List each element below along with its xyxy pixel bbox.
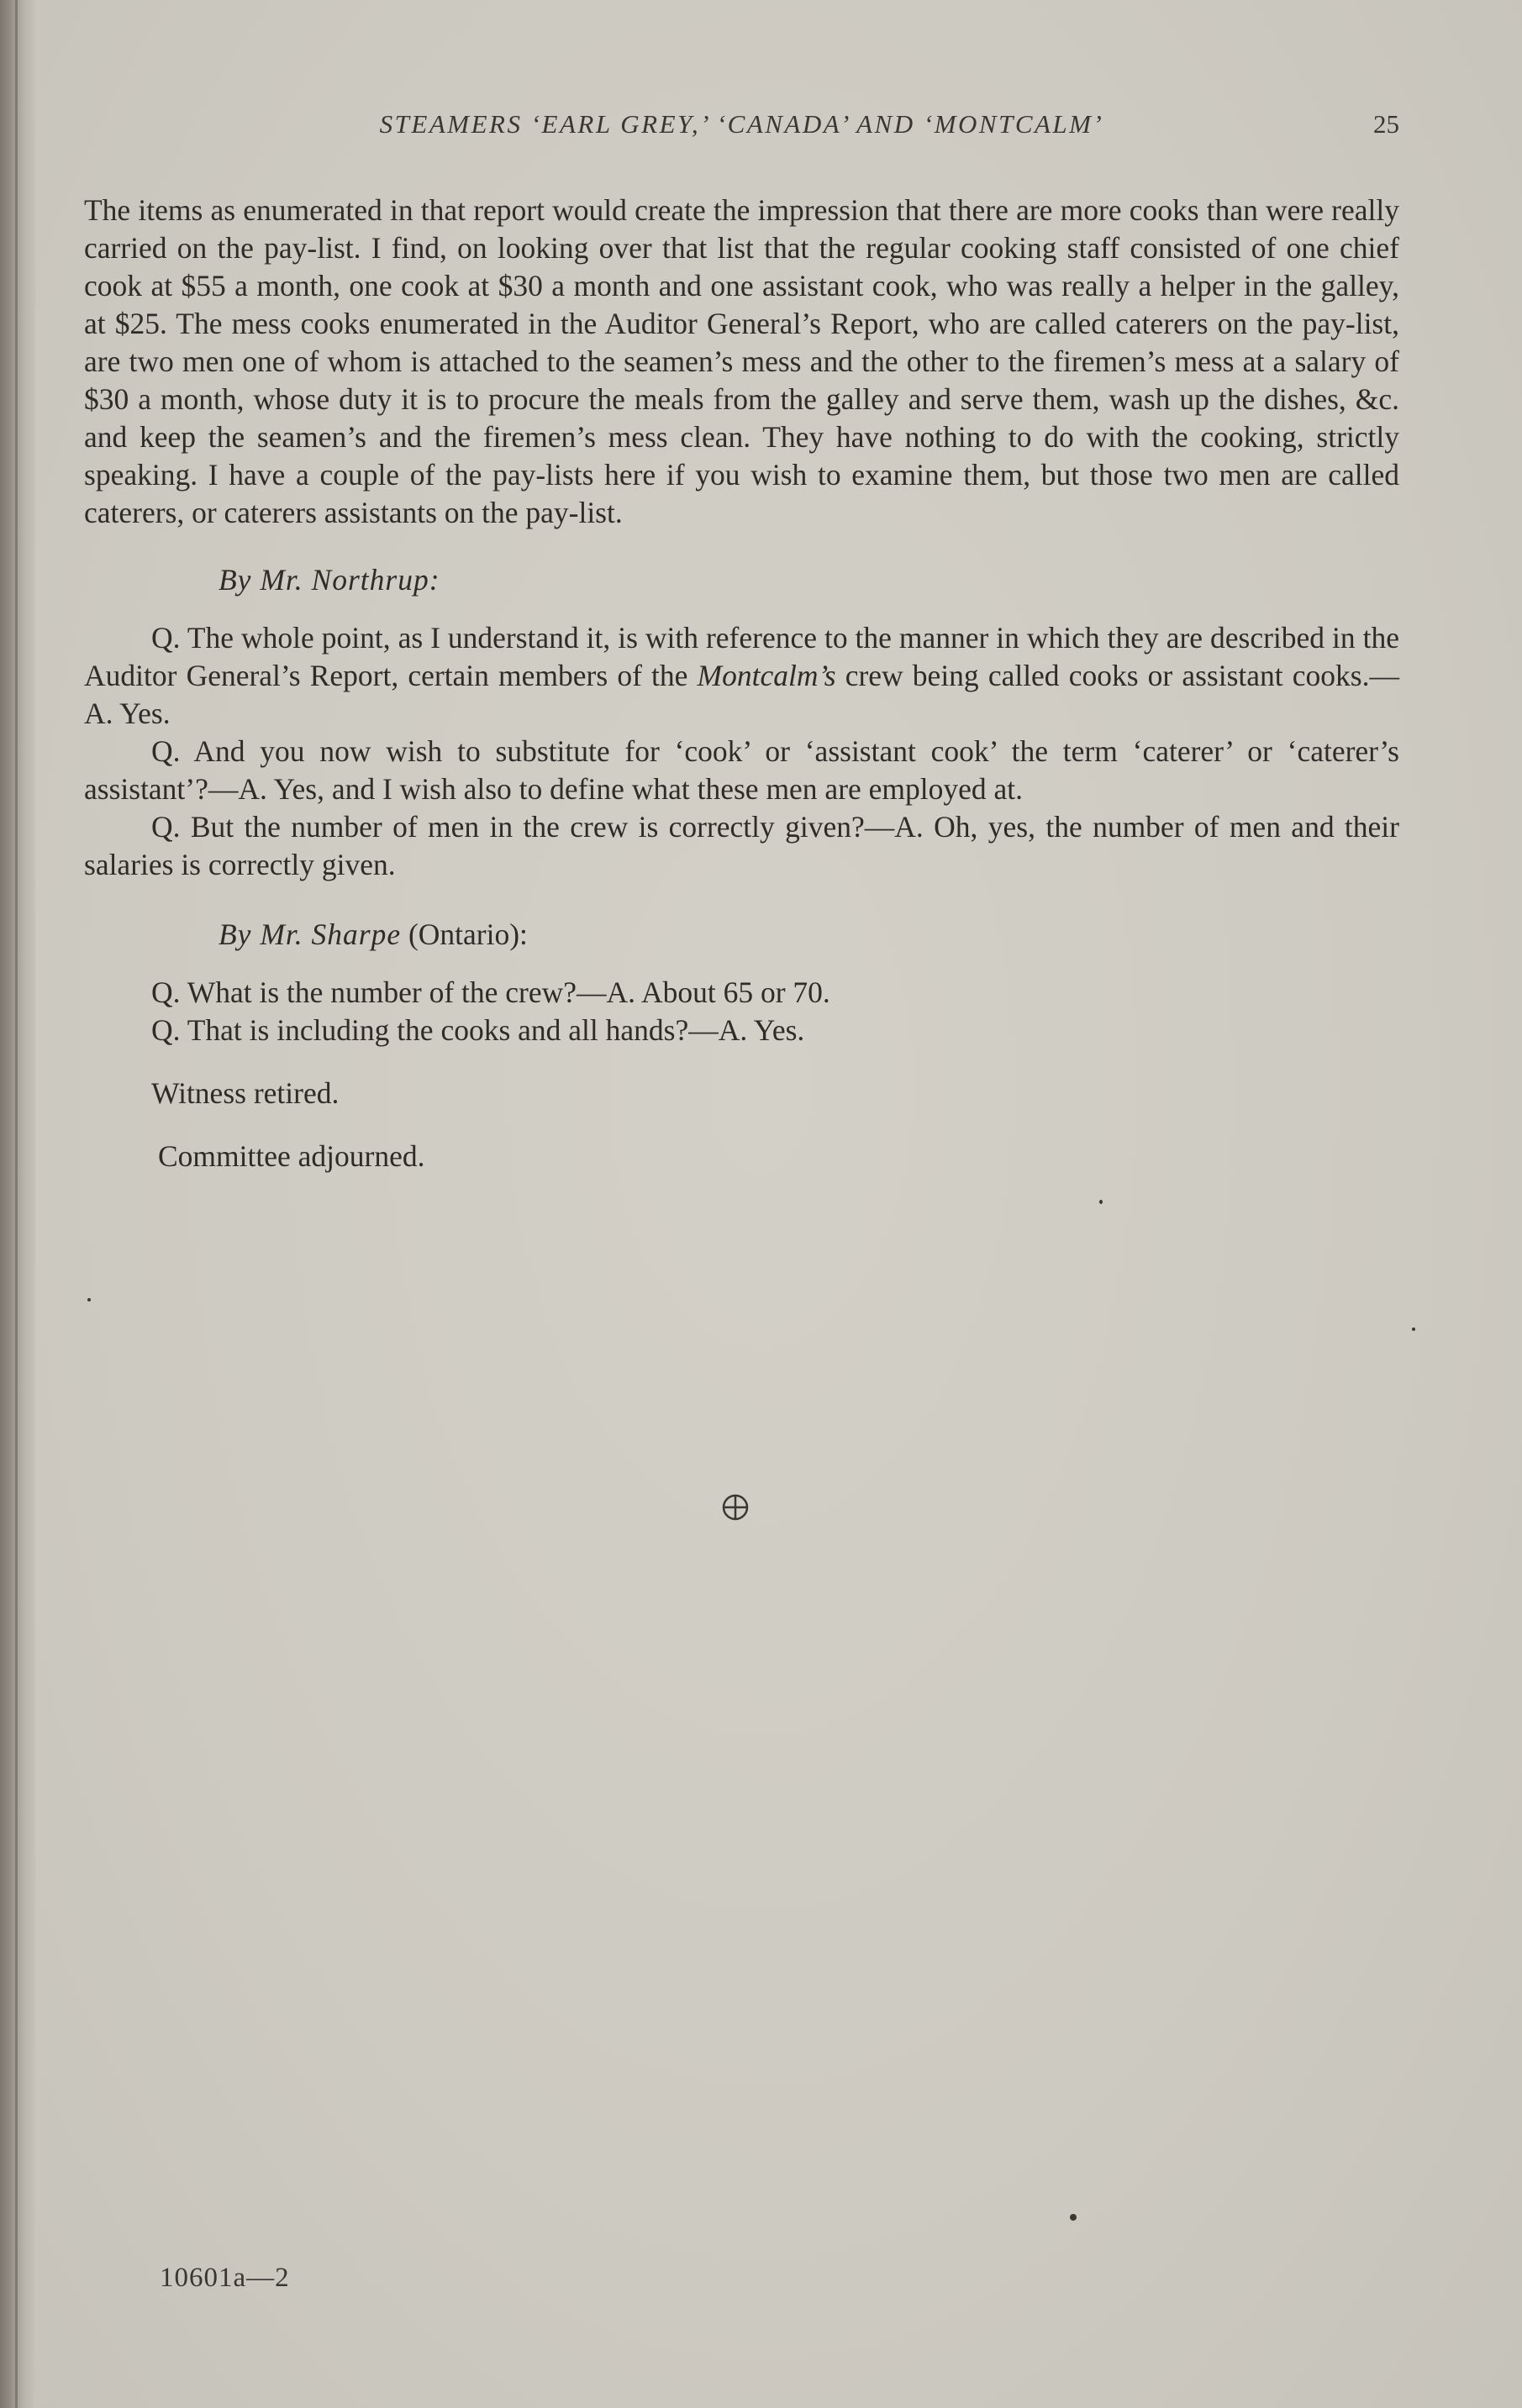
speaker-constituency: (Ontario): bbox=[401, 917, 528, 951]
page-number: 25 bbox=[1373, 109, 1399, 139]
ship-name: Montcalm’s bbox=[697, 659, 836, 692]
opening-paragraph: The items as enumerated in that report would create the impression that there are more cooks than were really carried on the pay-list. I find, on looking over that list that the regular cooking staff consisted of one chief cook at $55 a month, one cook at $30 a month and one assistant cook, who was really a helper in the galley, at $25. The mess cooks enumerated in the Auditor General’s Report, who are called caterers on the pay-list, are two men one of whom is attached to the seamen’s mess and the other to the firemen’s mess at a salary of $30 a month, whose duty it is to procure the meals from the galley and serve them, wash up the dishes, &c. and keep the seamen’s and the firemen’s mess clean. They have nothing to do with the cooking, strictly speaking. I have a couple of the pay-lists here if you wish to examine them, but those two men are called caterers, or caterers assistants on the pay-list. bbox=[84, 193, 1399, 529]
answer-text: crew being called cooks or assistant cooks.—A. Yes. bbox=[84, 659, 1399, 730]
paper-speck bbox=[1099, 1200, 1103, 1204]
paper-speck bbox=[1070, 2214, 1077, 2221]
page-body bbox=[84, 192, 1399, 1175]
question-answer-4: Q. What is the number of the crew?—A. About 65 or 70. bbox=[151, 975, 830, 1009]
committee-adjourned: Committee adjourned. bbox=[158, 1139, 425, 1173]
question-answer-5: Q. That is including the cooks and all hands?—A. Yes. bbox=[151, 1013, 805, 1047]
binding-edge bbox=[15, 0, 18, 2408]
witness-retired: Witness retired. bbox=[151, 1076, 340, 1110]
paper-speck bbox=[1412, 1328, 1415, 1331]
running-title: STEAMERS ‘EARL GREY,’ ‘CANADA’ AND ‘MONTCALM’ bbox=[379, 109, 1104, 139]
running-head bbox=[84, 109, 1399, 150]
printer-mark-icon bbox=[721, 1493, 750, 1522]
book-spine bbox=[0, 0, 35, 2408]
speaker-heading-sharpe bbox=[84, 916, 1399, 954]
question-text: Q. The whole point, as I understand it, is with reference to the manner in which they are described in the Auditor General’s Report, certain members of the bbox=[84, 621, 1399, 692]
paper-speck bbox=[87, 1298, 91, 1301]
speaker-name: By Mr. Sharpe bbox=[219, 917, 402, 951]
speaker-heading-northrup: By Mr. Northrup: bbox=[219, 563, 440, 597]
question-answer-2: Q. And you now wish to substitute for ‘cook’ or ‘assistant cook’ the term ‘caterer’ or ‘caterer’s assistant’?—A. Yes, and I wish also to define what these men are employed at. bbox=[84, 734, 1399, 806]
question-answer-1 bbox=[84, 619, 1399, 733]
question-answer-3: Q. But the number of men in the crew is correctly given?—A. Oh, yes, the number of men and their salaries is correctly given. bbox=[84, 810, 1399, 881]
printer-signature: 10601a—2 bbox=[160, 2263, 290, 2293]
